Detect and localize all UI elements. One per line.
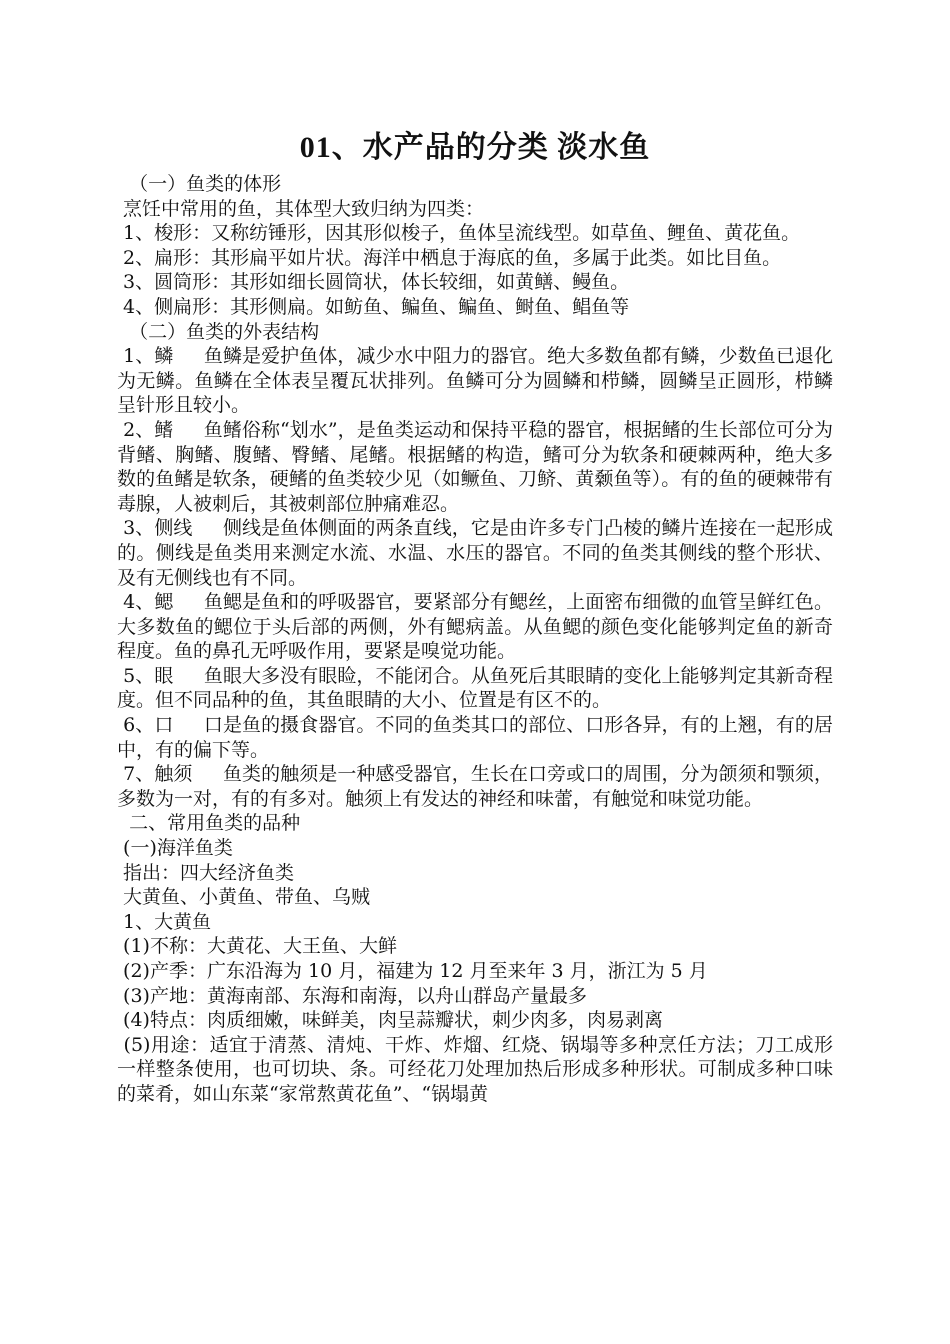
document-page <box>117 128 833 1107</box>
paragraph: 6、口 口是鱼的摄食器官。不同的鱼类其口的部位、口形各异，有的上翘，有的居中，有的偏下等。 <box>117 714 833 761</box>
paragraph: 7、触须 鱼类的触须是一种感受器官，生长在口旁或口的周围，分为颌须和颚须，多数为一对，有的有多对。触须上有发达的神经和味蕾，有触觉和味觉功能。 <box>117 763 833 810</box>
paragraph: 2、扁形：其形扁平如片状。海洋中栖息于海底的鱼，多属于此类。如比目鱼。 <box>117 246 782 269</box>
paragraph: (4)特点：肉质细嫩，味鲜美，肉呈蒜瓣状，刺少肉多，肉易剥离 <box>117 1009 663 1032</box>
paragraph: 2、鳍 鱼鳍俗称“划水”，是鱼类运动和保持平稳的器官，根据鳍的生长部位可分为背鳍、胸鳍、腹鳍、臀鳍、尾鳍。根据鳍的构造，鳍可分为软条和硬棘两种，绝大多数的鱼鳍是软条，硬鳍的鱼类较少见（如鳜鱼、刀鲚、黄颡鱼等）。有的鱼的硬棘带有毒腺，人被刺后，其被刺部位肿痛难忍。 <box>117 418 833 515</box>
paragraph: 3、侧线 侧线是鱼体侧面的两条直线，它是由许多专门凸棱的鳞片连接在一起形成的。侧线是鱼类用来测定水流、水温、水压的器官。不同的鱼类其侧线的整个形状、及有无侧线也有不同。 <box>117 517 833 589</box>
paragraph: (2)产季：广东沿海为 10 月，福建为 12 月至来年 3 月，浙江为 5 月 <box>117 960 708 982</box>
paragraph: 指出：四大经济鱼类 <box>117 861 295 884</box>
paragraph: （一）鱼类的体形 <box>117 173 282 195</box>
paragraph: 3、圆筒形：其形如细长圆筒状，体长较细，如黄鳝、鳗鱼。 <box>117 271 630 294</box>
paragraph: 大黄鱼、小黄鱼、带鱼、乌贼 <box>117 886 371 909</box>
paragraph: 4、侧扁形：其形侧扁。如鲂鱼、鳊鱼、鳊鱼、鲥鱼、鲳鱼等 <box>117 295 630 318</box>
paragraph: 5、眼 鱼眼大多没有眼睑，不能闭合。从鱼死后其眼睛的变化上能够判定其新奇程度。但不同品种的鱼，其鱼眼睛的大小、位置是有区不的。 <box>117 664 833 712</box>
paragraph: (1)不称：大黄花、大王鱼、大鲜 <box>117 935 397 958</box>
paragraph: （二）鱼类的外表结构 <box>117 320 320 343</box>
document-body <box>117 172 833 1107</box>
paragraph: 1、鳞 鱼鳞是爱护鱼体，减少水中阻力的器官。绝大多数鱼都有鳞，少数鱼已退化为无鳞。鱼鳞在全体表呈覆瓦状排列。鱼鳞可分为圆鳞和栉鳞，圆鳞呈正圆形，栉鳞呈针形且较小。 <box>117 345 833 417</box>
paragraph: 4、鳃 鱼鳃是鱼和的呼吸器官，要紧部分有鳃丝，上面密布细微的血管呈鲜红色。大多数鱼的鳃位于头后部的两侧，外有鳃病盖。从鱼鳃的颜色变化能够判定鱼的新奇程度。鱼的鼻孔无呼吸作用，要紧是嗅觉功能。 <box>117 591 833 663</box>
paragraph: 烹饪中常用的鱼，其体型大致归纳为四类： <box>117 197 485 220</box>
paragraph: 1、梭形：又称纺锤形，因其形似梭子，鱼体呈流线型。如草鱼、鲤鱼、黄花鱼。 <box>117 222 801 245</box>
paragraph: (5)用途：适宜于清蒸、清炖、干炸、炸熘、红烧、锅塌等多种烹任方法；刀工成形一样整条使用，也可切块、条。可经花刀处理加热后形成多种形状。可制成多种口味的菜肴，如山东菜“家常熬黄花鱼”、“锅塌黄 <box>117 1033 833 1105</box>
document-title: 01、水产品的分类 淡水鱼 <box>299 131 651 164</box>
paragraph: 1、大黄鱼 <box>117 910 212 933</box>
paragraph: 二、常用鱼类的品种 <box>117 812 301 835</box>
paragraph: (3)产地：黄海南部、东海和南海，以舟山群岛产量最多 <box>117 984 587 1007</box>
paragraph: (一)海洋鱼类 <box>117 837 233 860</box>
